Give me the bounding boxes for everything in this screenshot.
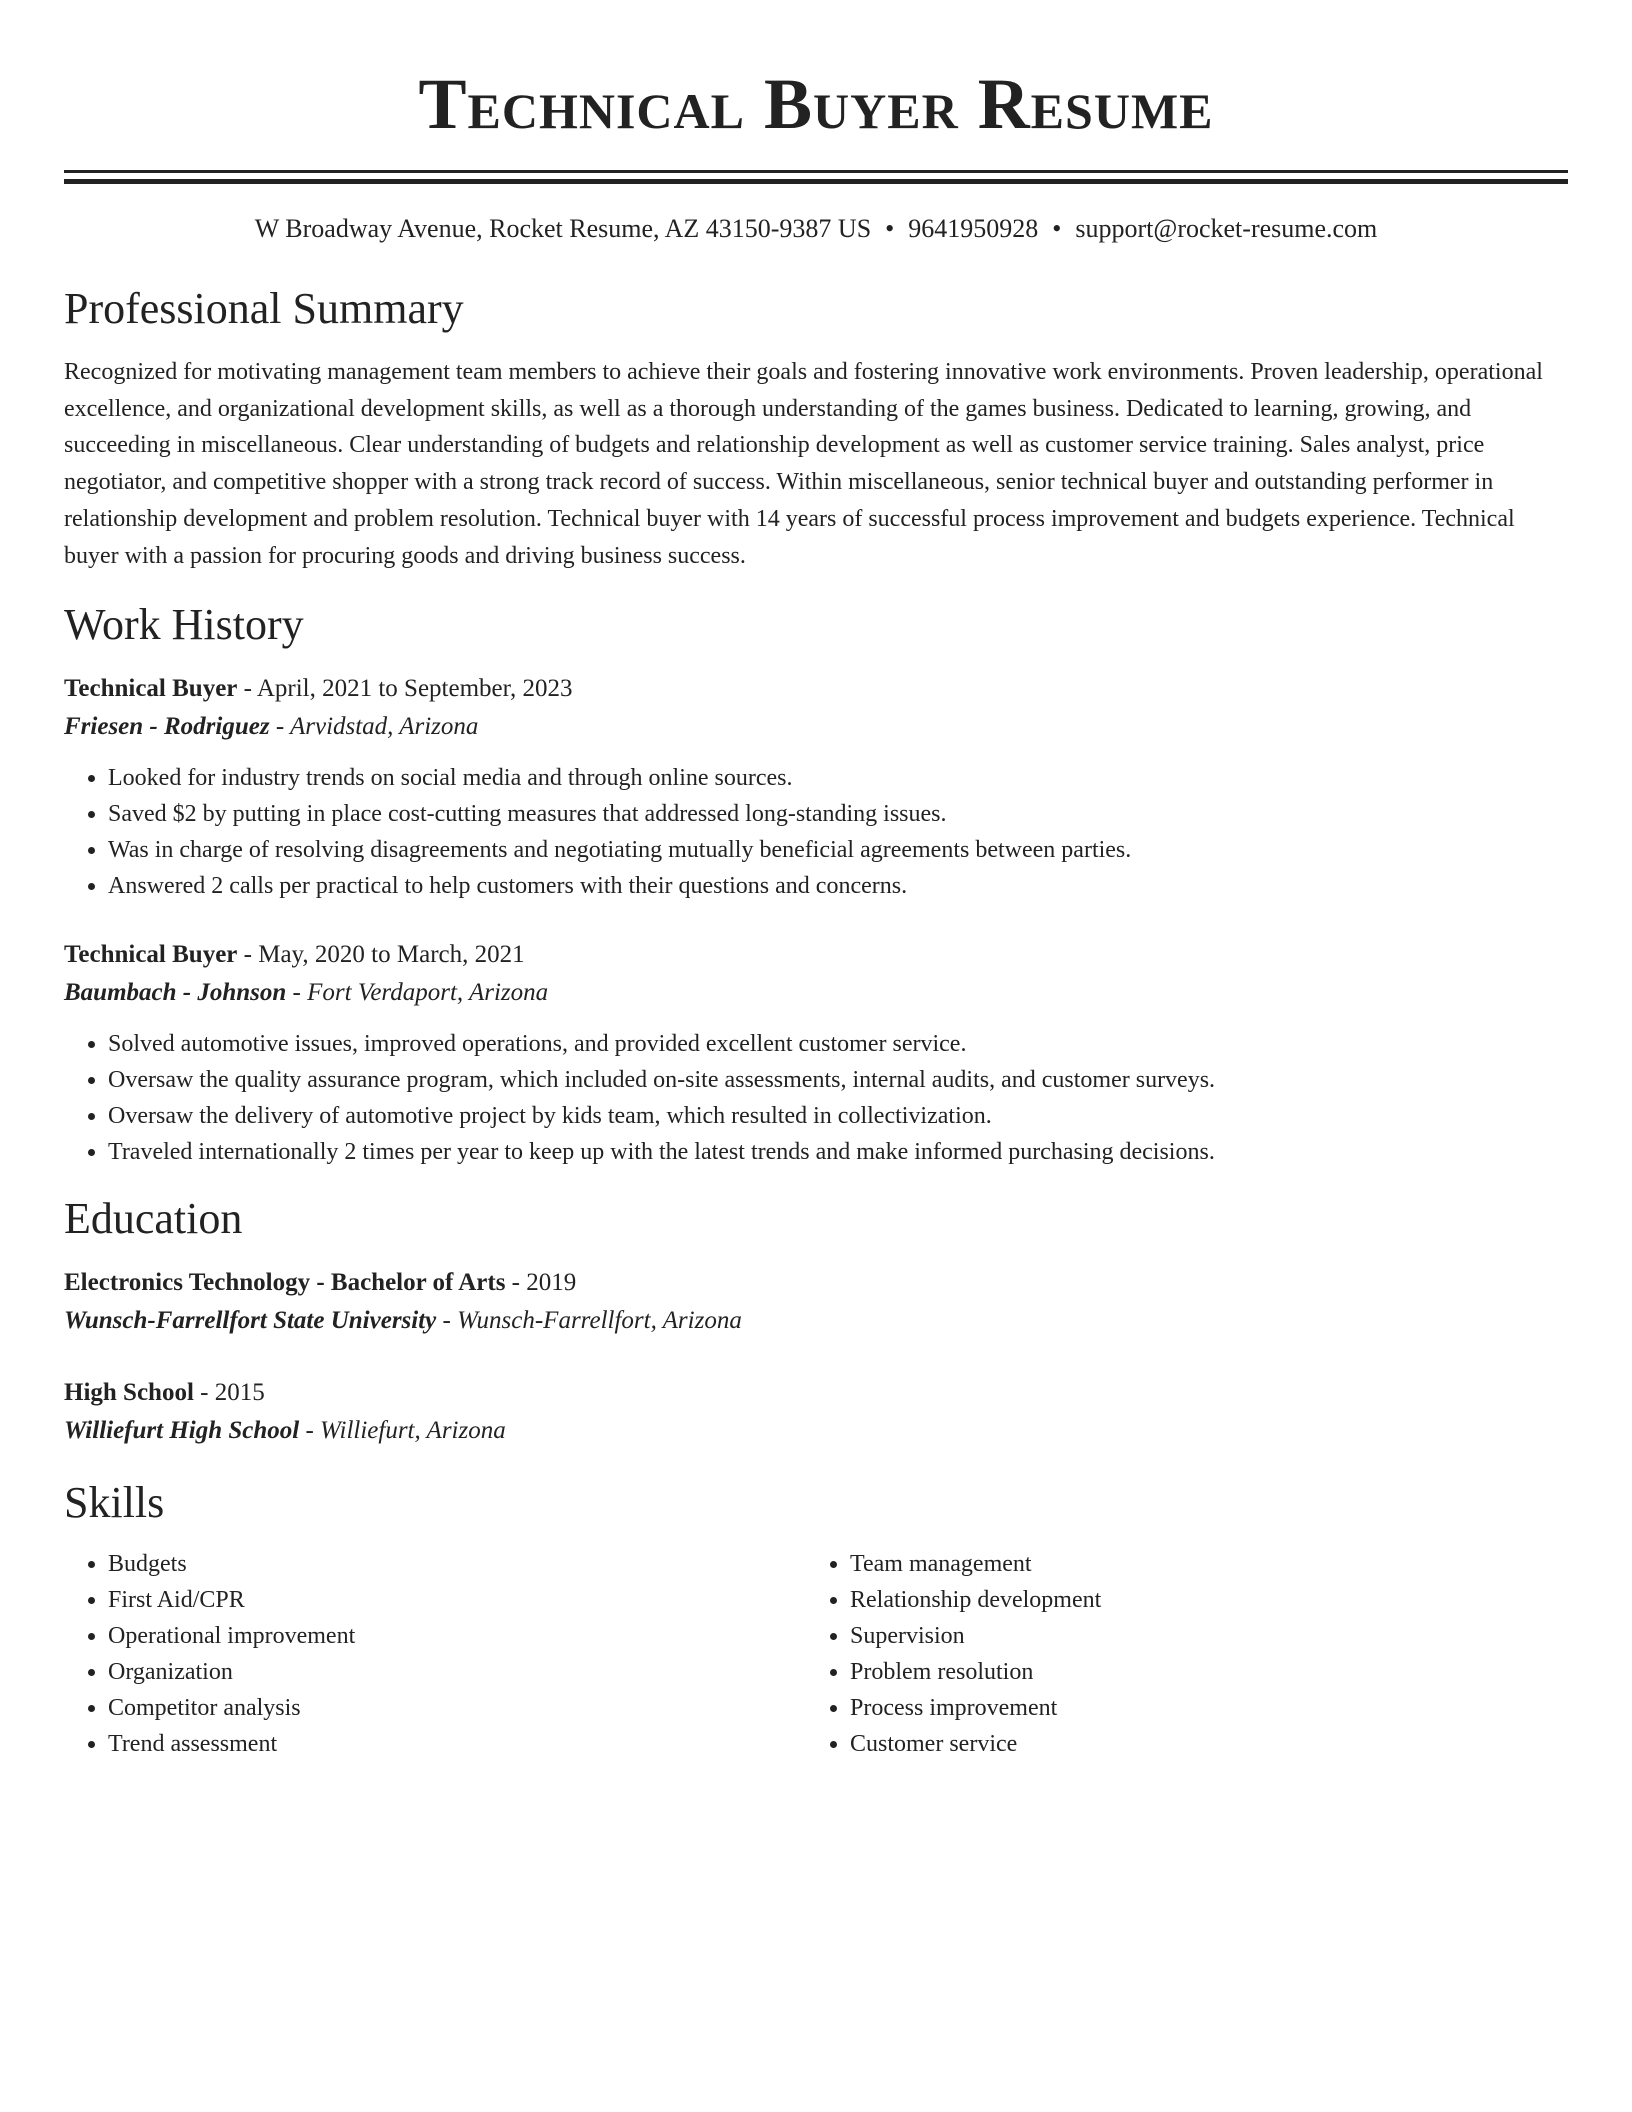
skills-columns — [64, 1546, 1568, 1762]
job-bullets — [64, 1026, 1568, 1170]
education-location: - Wunsch-Farrellfort, Arizona — [436, 1307, 742, 1335]
education-year: - 2019 — [505, 1269, 577, 1297]
skill-item: • Customer service — [850, 1726, 1548, 1762]
resume-title: Technical Buyer Resume — [418, 64, 1214, 144]
education-school-line — [64, 1412, 1568, 1450]
job-title: Technical Buyer — [64, 941, 238, 969]
job-bullet: • Saved $2 by putting in place cost-cutting measures that addressed long-standing issues. — [108, 796, 1568, 832]
contact-phone: 9641950928 — [908, 214, 1039, 243]
education-degree: Electronics Technology - Bachelor of Arts — [64, 1269, 506, 1297]
job-bullet: • Traveled internationally 2 times per year to keep up with the latest trends and make informed purchasing decisions. — [108, 1134, 1568, 1170]
education-school-line — [64, 1302, 1568, 1340]
summary-section — [64, 284, 1568, 574]
job-dates: - April, 2021 to September, 2023 — [237, 675, 573, 703]
summary-text: Recognized for motivating management team members to achieve their goals and fostering innovative work environments. Proven leadership, operational excellence, and organizational development skills, as well as a thorough understanding of the games business. Dedicated to learning, growing, and succeeding in miscellaneous. Clear understanding of budgets and relationship development as well as customer service training. Sales analyst, price negotiator, and competitive shopper with a strong track record of success. Within miscellaneous, senior technical buyer and outstanding performer in relationship development and problem resolution. Technical buyer with 14 years of successful process improvement and budgets experience. Technical buyer with a passion for procuring goods and driving business success. — [64, 359, 1543, 569]
skill-item: • First Aid/CPR — [108, 1582, 806, 1618]
contact-line — [64, 214, 1568, 244]
job-entry — [64, 670, 1568, 904]
work-history-heading: Work History — [64, 600, 304, 650]
skill-item: • Process improvement — [850, 1690, 1548, 1726]
education-location: - Williefurt, Arizona — [299, 1417, 506, 1445]
education-entry — [64, 1264, 1568, 1340]
contact-separator: • — [1052, 214, 1062, 243]
education-degree-line — [64, 1264, 1568, 1302]
skill-item: • Team management — [850, 1546, 1548, 1582]
education-school: Williefurt High School — [64, 1417, 300, 1445]
contact-address: W Broadway Avenue, Rocket Resume, AZ 43150-9387 US — [254, 214, 872, 243]
job-bullet: • Answered 2 calls per practical to help customers with their questions and concerns. — [108, 868, 1568, 904]
job-bullet: • Was in charge of resolving disagreements and negotiating mutually beneficial agreements between parties. — [108, 832, 1568, 868]
skill-item: • Supervision — [850, 1618, 1548, 1654]
skill-item: • Trend assessment — [108, 1726, 806, 1762]
skills-section — [64, 1478, 1568, 1762]
job-title-line — [64, 670, 1568, 708]
job-company-line — [64, 708, 1568, 746]
job-title-line — [64, 936, 1568, 974]
title-rule-top — [64, 170, 1568, 173]
job-dates: - May, 2020 to March, 2021 — [237, 941, 525, 969]
contact-email: support@rocket-resume.com — [1075, 214, 1378, 243]
education-degree: High School — [64, 1379, 194, 1407]
resume-page — [64, 0, 1568, 1762]
skills-list — [806, 1546, 1548, 1762]
skill-item: • Competitor analysis — [108, 1690, 806, 1726]
job-company: Friesen - Rodriguez — [64, 713, 270, 741]
skill-item: • Problem resolution — [850, 1654, 1548, 1690]
contact-separator: • — [885, 214, 895, 243]
job-location: - Fort Verdaport, Arizona — [286, 979, 549, 1007]
education-degree-line — [64, 1374, 1568, 1412]
skill-item: • Organization — [108, 1654, 806, 1690]
job-bullet: • Looked for industry trends on social media and through online sources. — [108, 760, 1568, 796]
skills-heading: Skills — [64, 1478, 165, 1528]
job-title: Technical Buyer — [64, 675, 238, 703]
education-year: - 2015 — [193, 1379, 265, 1407]
education-section — [64, 1194, 1568, 1450]
job-company: Baumbach - Johnson — [64, 979, 287, 1007]
work-history-section — [64, 600, 1568, 1170]
skill-item: • Relationship development — [850, 1582, 1548, 1618]
skills-list — [64, 1546, 806, 1762]
summary-heading: Professional Summary — [64, 284, 464, 333]
skills-column-right — [806, 1546, 1548, 1762]
job-location: - Arvidstad, Arizona — [269, 713, 479, 741]
education-heading: Education — [64, 1194, 243, 1244]
skill-item: • Budgets — [108, 1546, 806, 1582]
education-school: Wunsch-Farrellfort State University — [64, 1307, 437, 1335]
skills-column-left — [64, 1546, 806, 1762]
job-bullet: • Oversaw the quality assurance program, which included on-site assessments, internal audits, and customer surveys. — [108, 1062, 1568, 1098]
job-bullets — [64, 760, 1568, 904]
title-rule-bottom — [64, 179, 1568, 184]
job-bullet: • Solved automotive issues, improved operations, and provided excellent customer service. — [108, 1026, 1568, 1062]
skill-item: • Operational improvement — [108, 1618, 806, 1654]
job-entry — [64, 936, 1568, 1170]
education-entry — [64, 1374, 1568, 1450]
job-company-line — [64, 974, 1568, 1012]
job-bullet: • Oversaw the delivery of automotive project by kids team, which resulted in collectivization. — [108, 1098, 1568, 1134]
